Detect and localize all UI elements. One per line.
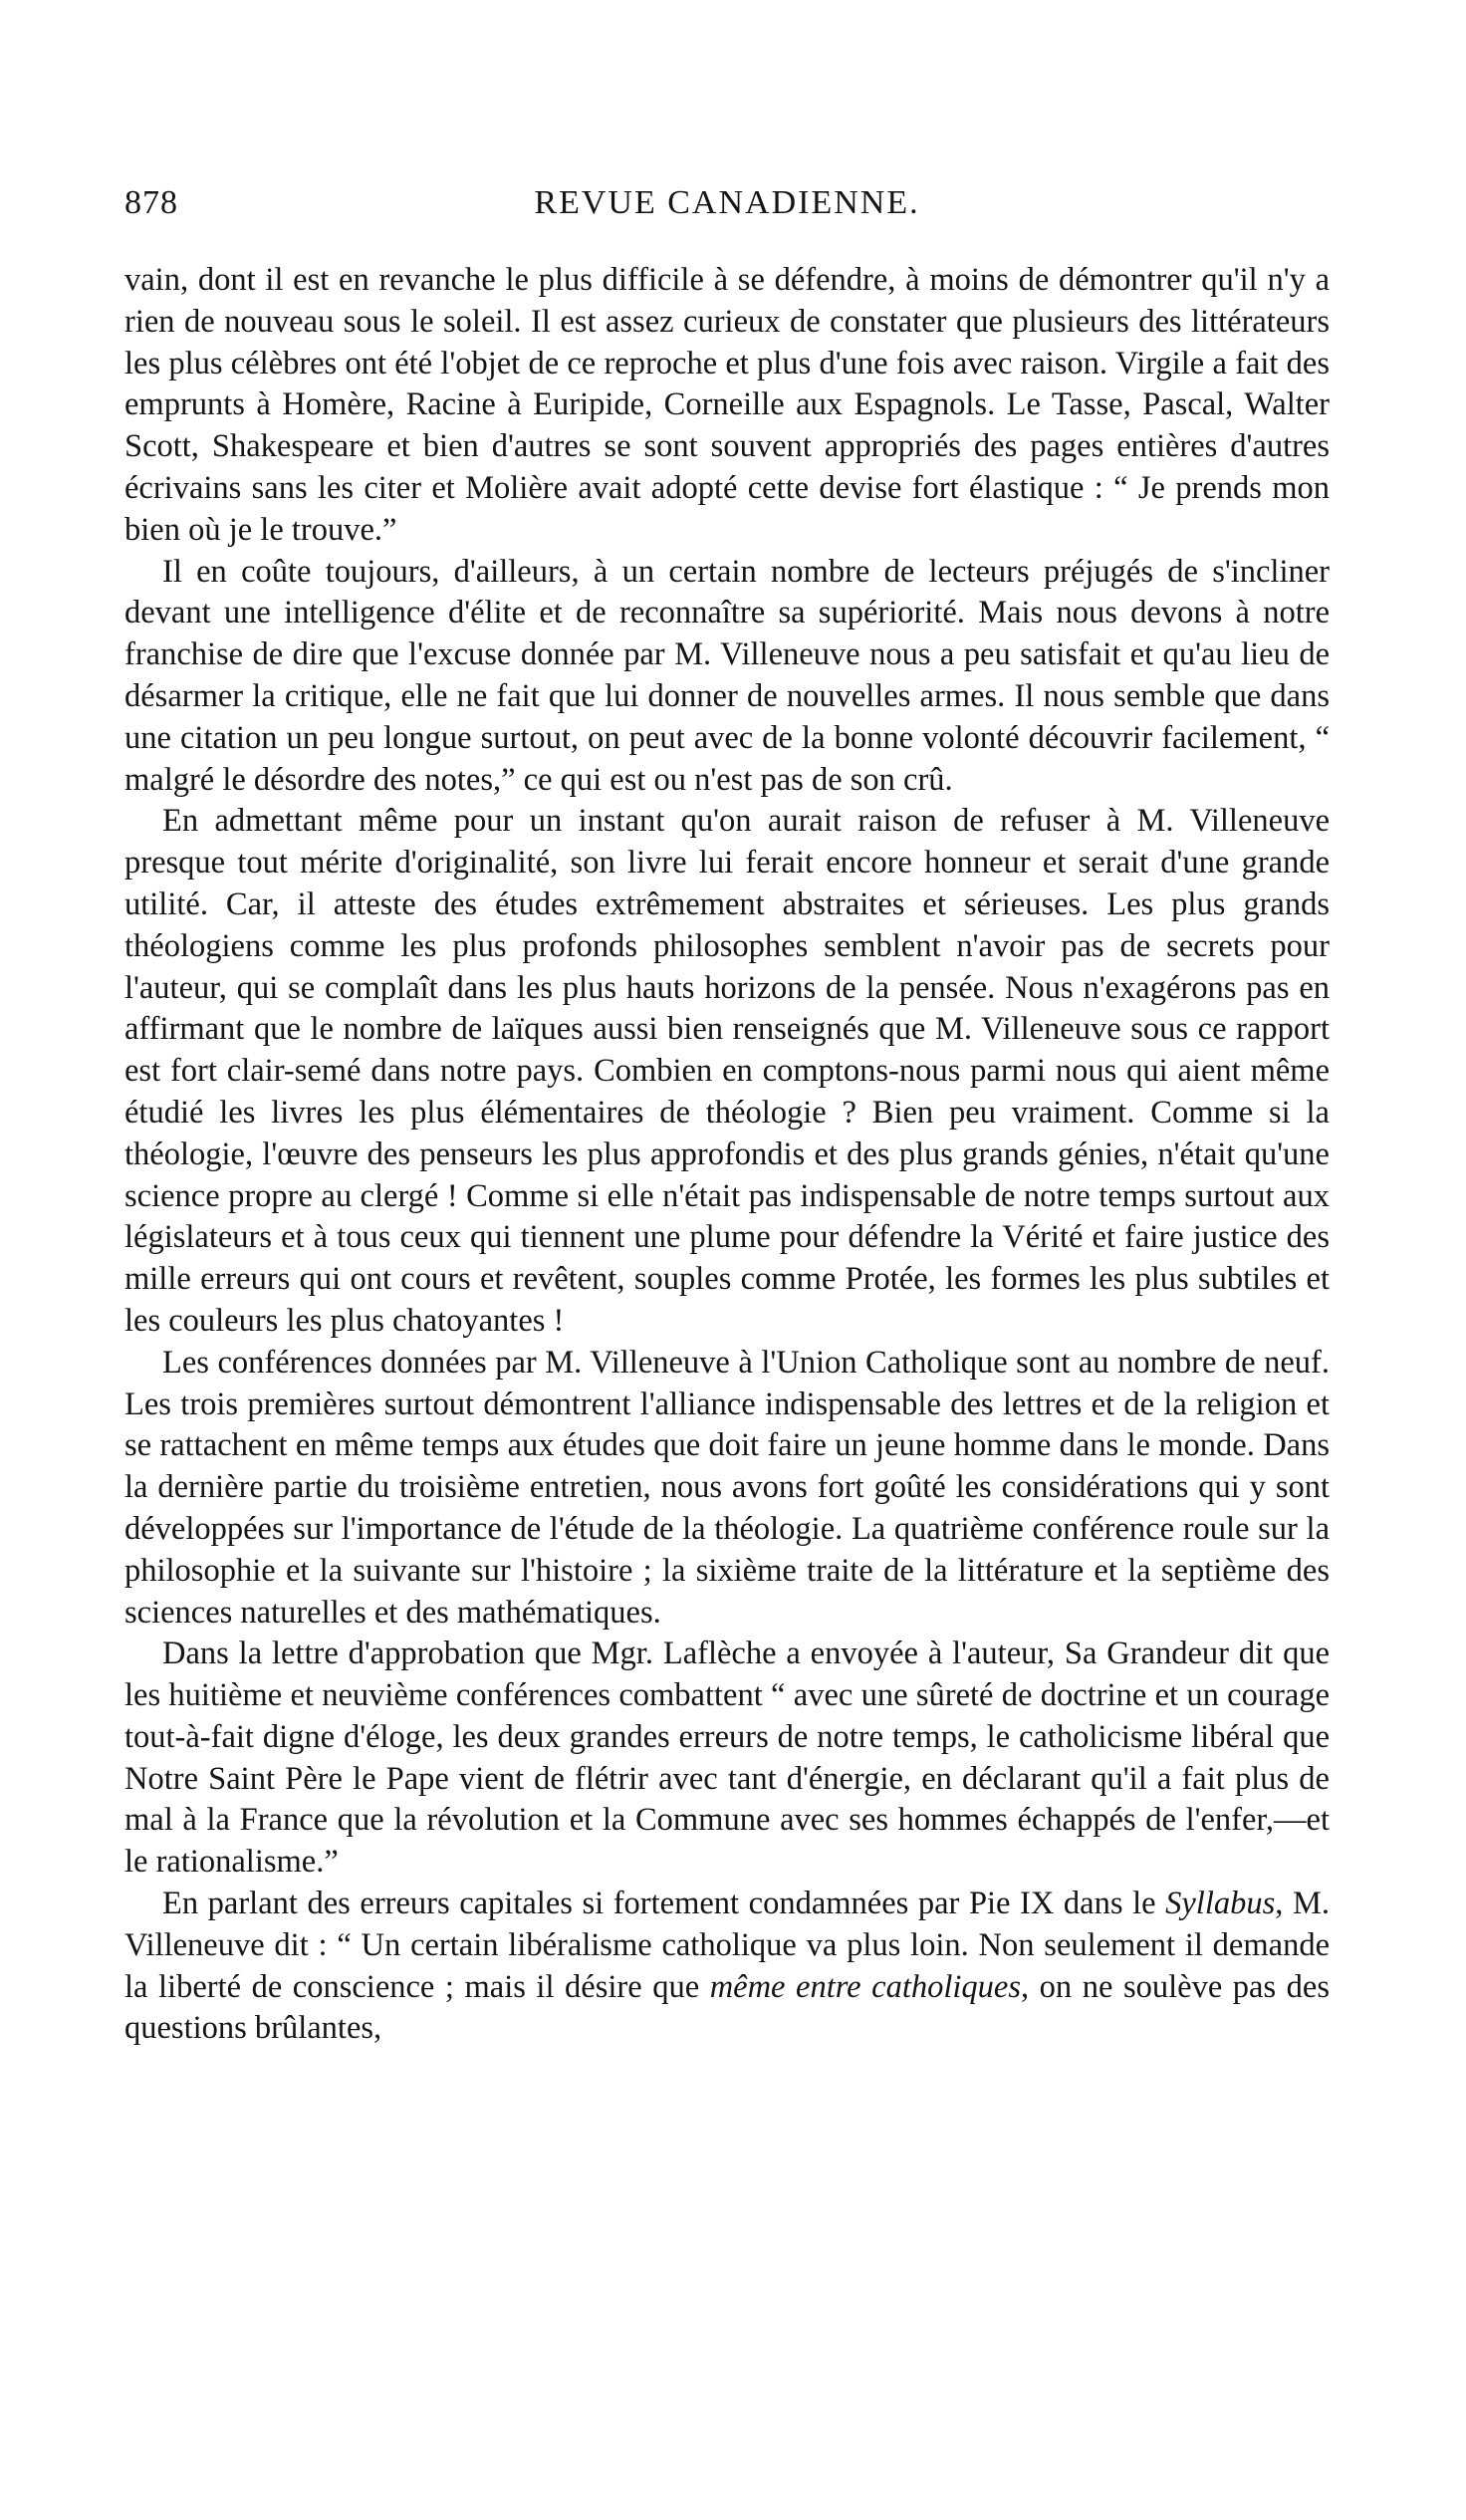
italic-phrase: même entre catholiques — [709, 1968, 1021, 2005]
italic-title-syllabus: Syllabus — [1165, 1886, 1276, 1922]
paragraph: Il en coûte toujours, d'ailleurs, à un certain nombre de lecteurs préjugés de s'incliner devant une intelligence d'élite et de reconnaître sa supériorité. Mais nous devons à notre franchise de dire que l'excuse donnée par M. Villeneuve nous a peu satisfait et qu'au lieu de désarmer la critique, elle ne fait que lui donner de nouvelles armes. Il nous semble que dans une citation un peu longue surtout, on peut avec de la bonne volonté découvrir facilement, “ malgré le désordre des notes,” ce qui est ou n'est pas de son crû. — [124, 553, 1330, 798]
paragraph: Dans la lettre d'approbation que Mgr. Laflèche a envoyée à l'auteur, Sa Grandeur dit que les huitième et neuvième conférences combattent “ avec une sûreté de doctrine et un courage tout-à-fait digne d'éloge, les deux grandes erreurs de notre temps, le catholicisme libéral que Notre Saint Père le Pape vient de flétrir avec tant d'énergie, en déclarant qu'il a fait plus de mal à la France que la révolution et la Commune avec ses hommes échappés de l'enfer,—et le rationalisme.” — [124, 1636, 1330, 1881]
paragraph — [124, 1884, 1330, 2050]
running-title: REVUE CANADIENNE. — [534, 184, 920, 221]
paragraph: Les conférences données par M. Villeneuve à l'Union Catholique sont au nombre de neuf. Les trois premières surtout démontrent l'alliance indispensable des lettres et de la religion et se rattachent en même temps aux études que doit faire un jeune homme dans le monde. Dans la dernière partie du troisième entretien, nous avons fort goûté les considérations qui y sont développées sur l'importance de l'étude de la théologie. La quatrième conférence roule sur la philosophie et la suivante sur l'histoire ; la sixième traite de la littérature et la septième des sciences naturelles et des mathématiques. — [124, 1344, 1330, 1631]
document-page — [124, 184, 1330, 2050]
page-header — [124, 184, 1330, 230]
paragraph: En admettant même pour un instant qu'on aurait raison de refuser à M. Villeneuve presque tout mérite d'originalité, son livre lui ferait encore honneur et serait d'une grande utilité. Car, il atteste des études extrêmement abstraites et sérieuses. Les plus grands théologiens comme les plus profonds philosophes semblent n'avoir pas de secrets pour l'auteur, qui se complaît dans les plus hauts horizons de la pensée. Nous n'exagérons pas en affirmant que le nombre de laïques aussi bien renseignés que M. Villeneuve sous ce rapport est fort clair-semé dans notre pays. Combien en comptons-nous parmi nous qui aient même étudié les livres les plus élémentaires de théologie ? Bien peu vraiment. Comme si la théologie, l'œuvre des penseurs les plus approfondis et des plus grands génies, n'était qu'une science propre au clergé ! Comme si elle n'était pas indispensable de notre temps surtout aux législateurs et à tous ceux qui tiennent une plume pour défendre la Vérité et faire justice des mille erreurs qui ont cours et revêtent, souples comme Protée, les formes les plus subtiles et les couleurs les plus chatoyantes ! — [124, 803, 1330, 1339]
paragraph: vain, dont il est en revanche le plus difficile à se défendre, à moins de démontrer qu'il n'y a rien de nouveau sous le soleil. Il est assez curieux de constater que plusieurs des littérateurs les plus célèbres ont été l'objet de ce reproche et plus d'une fois avec raison. Virgile a fait des emprunts à Homère, Racine à Euripide, Corneille aux Espagnols. Le Tasse, Pascal, Walter Scott, Shakespeare et bien d'autres se sont souvent appropriés des pages entières d'autres écrivains sans les citer et Molière avait adopté cette devise fort élastique : “ Je prends mon bien où je le trouve.” — [124, 262, 1330, 548]
text-segment: En parlant des erreurs capitales si fortement condamnées par Pie IX dans le — [162, 1886, 1166, 1922]
text-segment: , M. Villeneuve dit : “ Un certain libéralisme catholique va plus loin. Non seulement il demande la liberté de conscience ; mais il désire que — [124, 1886, 1330, 2005]
article-body — [124, 260, 1330, 2050]
text-segment: , on ne soulève pas des questions brûlantes, — [124, 1968, 1330, 2047]
page-number: 878 — [124, 184, 178, 221]
